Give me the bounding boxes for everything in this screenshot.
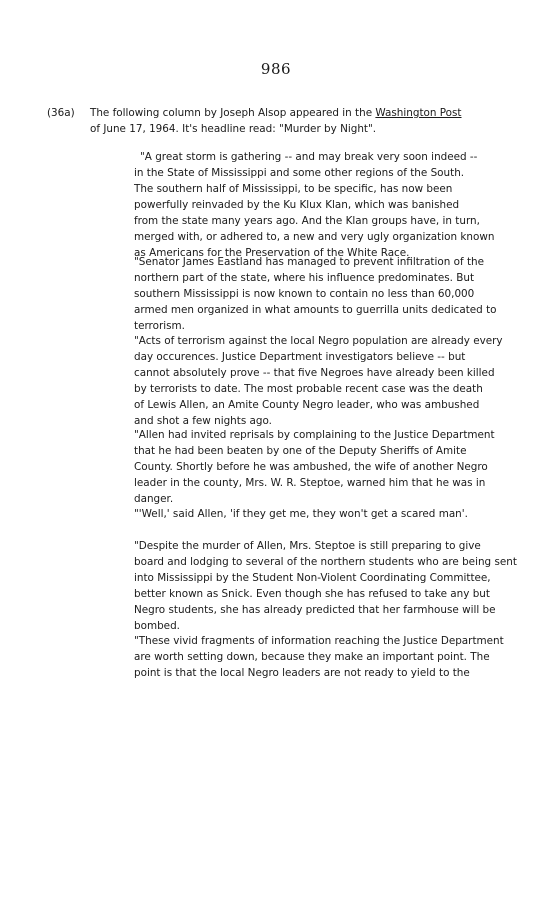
paragraph-line: armed men organized in what amounts to guerrilla units dedicated to xyxy=(134,304,497,316)
quote-paragraph-5 xyxy=(134,506,514,522)
paragraph-line: southern Mississippi is now known to contain no less than 60,000 xyxy=(134,288,475,300)
intro-label: (36a) xyxy=(47,107,75,119)
paragraph-line: "'Well,' said Allen, 'if they get me, they won't get a scared man'. xyxy=(134,508,468,520)
paragraph-line: merged with, or adhered to, a new and very ugly organization known xyxy=(134,231,495,243)
intro-text xyxy=(90,105,510,137)
paragraph-line: "Despite the murder of Allen, Mrs. Steptoe is still preparing to give xyxy=(134,540,481,552)
paragraph-line: board and lodging to several of the northern students who are being sent xyxy=(134,556,517,568)
paragraph-line: and shot a few nights ago. xyxy=(134,415,272,427)
intro-line-1-text: The following column by Joseph Alsop appeared in the xyxy=(90,107,376,119)
intro-line-2: of June 17, 1964. It's headline read: "Murder by Night". xyxy=(90,123,377,135)
paragraph-line: that he had been beaten by one of the Deputy Sheriffs of Amite xyxy=(134,445,467,457)
paragraph-line: "Acts of terrorism against the local Negro population are already every xyxy=(134,335,503,347)
paragraph-line: from the state many years ago. And the Klan groups have, in turn, xyxy=(134,215,480,227)
quote-paragraph-3 xyxy=(134,333,514,429)
paragraph-line: "These vivid fragments of information reaching the Justice Department xyxy=(134,635,504,647)
publication-name: Washington Post xyxy=(375,107,462,119)
paragraph-line: Negro students, she has already predicted that her farmhouse will be xyxy=(134,604,496,616)
paragraph-line: "Senator James Eastland has managed to prevent infiltration of the xyxy=(134,256,485,268)
paragraph-line: danger. xyxy=(134,493,174,505)
paragraph-line: The southern half of Mississippi, to be specific, has now been xyxy=(134,183,453,195)
paragraph-line: County. Shortly before he was ambushed, the wife of another Negro xyxy=(134,461,488,473)
paragraph-line: terrorism. xyxy=(134,320,185,332)
intro-line-1 xyxy=(90,105,510,121)
paragraph-line: "A great storm is gathering -- and may break very soon indeed -- xyxy=(140,151,478,163)
paragraph-line: bombed. xyxy=(134,620,180,632)
paragraph-line: powerfully reinvaded by the Ku Klux Klan, which was banished xyxy=(134,199,460,211)
paragraph-line: by terrorists to date. The most probable recent case was the death xyxy=(134,383,483,395)
page-number: 986 xyxy=(260,60,292,78)
paragraph-line: day occurences. Justice Department investigators believe -- but xyxy=(134,351,466,363)
quote-paragraph-6 xyxy=(134,538,517,634)
paragraph-line: leader in the county, Mrs. W. R. Steptoe, warned him that he was in xyxy=(134,477,486,489)
quote-paragraph-2 xyxy=(134,254,514,334)
paragraph-line: point is that the local Negro leaders are not ready to yield to the xyxy=(134,667,470,679)
quote-paragraph-4 xyxy=(134,427,514,507)
quote-paragraph-1 xyxy=(134,149,520,261)
paragraph-line: "Allen had invited reprisals by complaining to the Justice Department xyxy=(134,429,495,441)
paragraph-line: are worth setting down, because they make an important point. The xyxy=(134,651,490,663)
paragraph-line: better known as Snick. Even though she has refused to take any but xyxy=(134,588,490,600)
paragraph-line: in the State of Mississippi and some other regions of the South. xyxy=(134,167,465,179)
paragraph-line: northern part of the state, where his influence predominates. But xyxy=(134,272,475,284)
paragraph-line: as Americans for the Preservation of the White Race. xyxy=(134,247,410,259)
quote-paragraph-7 xyxy=(134,633,514,681)
paragraph-line: into Mississippi by the Student Non-Violent Coordinating Committee, xyxy=(134,572,491,584)
paragraph-line: cannot absolutely prove -- that five Negroes have already been killed xyxy=(134,367,495,379)
paragraph-line: of Lewis Allen, an Amite County Negro leader, who was ambushed xyxy=(134,399,480,411)
